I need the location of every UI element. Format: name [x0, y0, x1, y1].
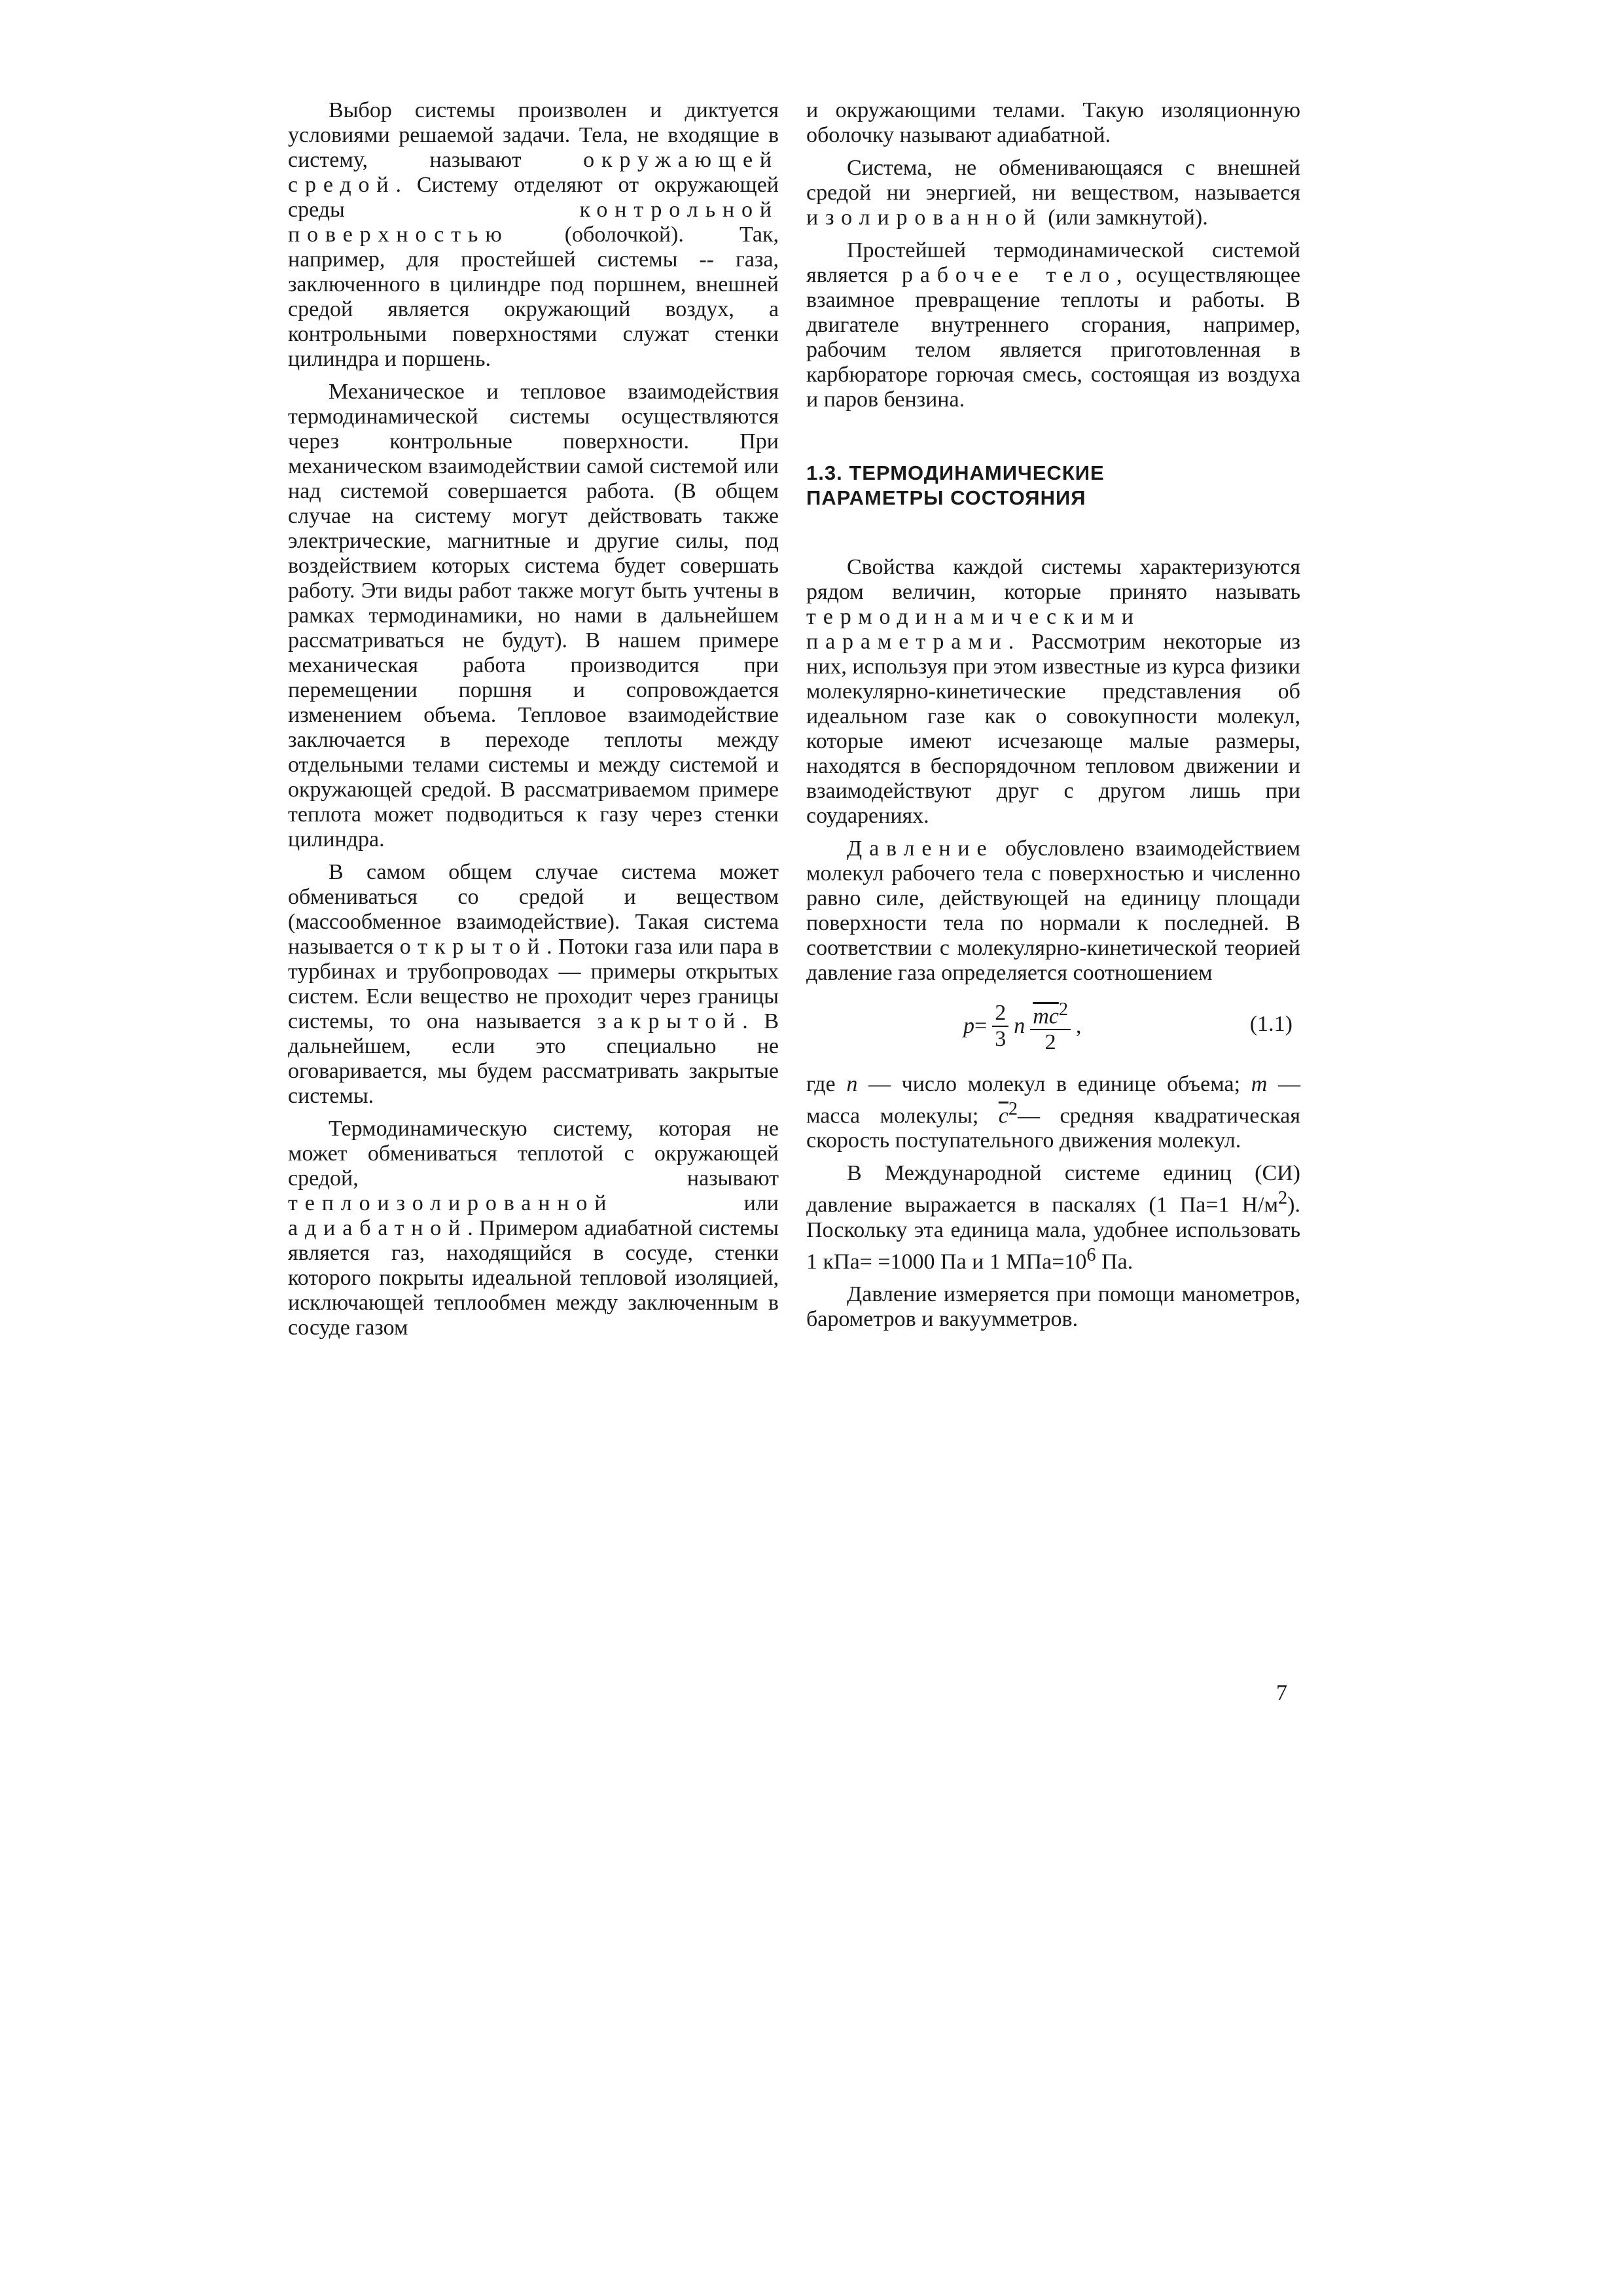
term-working-body: рабочее тело	[901, 263, 1117, 287]
formula-1-1	[806, 995, 1300, 1058]
term-environment: окружающей средой	[288, 148, 779, 197]
paragraph: Система, не обменивающаяся с внешней средой ни энергией, ни веществом, называется изолированной (или замкнутой).	[806, 156, 1300, 230]
formula-number: (1.1)	[1249, 1012, 1293, 1036]
section-heading: 1.3. ТЕРМОДИНАМИЧЕСКИЕ ПАРАМЕТРЫ СОСТОЯНИЯ	[806, 461, 1105, 509]
formula-expression: p = $\frac{2}{3}$ n $\frac{\overline{mc}^2}{2}$ ,	[963, 995, 1082, 1058]
paragraph: В Международной системе единиц (СИ) давление выражается в паскалях (1 Па=1 $Н/м^2$). Поскольку эта единица мала, удобнее использовать 1 кПа= =1000 Па и 1 $МПа=10^6$ Па.	[806, 1161, 1300, 1274]
page-number: 7	[1276, 1681, 1287, 1705]
paragraph: где n — число молекул в единице объема; m — масса молекулы; $\overline{c}^2—$ средняя квадратическая скорость поступательного движения молекул.	[806, 1072, 1300, 1153]
term-closed: закрытой	[597, 1009, 743, 1033]
term-control-surface: контрольной поверхностью	[288, 198, 779, 247]
term-open: открытой	[399, 935, 547, 959]
term-heat-insulated: теплоизолированной	[288, 1191, 614, 1215]
paragraph: Свойства каждой системы характеризуются рядом величин, которые принято называть термодинамическими параметрами. Рассмотрим некоторые из них, используя при этом известные из курса физики молекулярно-кинетические представления об идеальном газе как о совокупности молекул, которые имеют исчезающе малые размеры, находятся в беспорядочном тепловом движении и взаимодействуют друг с другом лишь при соударениях.	[806, 555, 1300, 828]
paragraph: Давление обусловлено взаимодействием молекул рабочего тела с поверхностью и численно равно силе, действующей на единицу площади поверхности тела по нормали к последней. В соответствии с молекулярно-кинетической теорией давление газа определяется соотношением	[806, 836, 1300, 985]
term-adiabatic: адиабатной	[288, 1216, 468, 1240]
paragraph: Давление измеряется при помощи манометров, барометров и вакуумметров.	[806, 1282, 1300, 1331]
right-column	[806, 98, 1300, 1340]
term-thermodynamic-parameters: термодинамическими параметрами	[806, 605, 1141, 654]
paragraph: Простейшей термодинамической системой является рабочее тело, осуществляющее взаимное превращение теплоты и работы. В двигателе внутреннего сгорания, например, рабочим телом является приготовленная в карбюраторе горючая смесь, состоящая из воздуха и паров бензина.	[806, 238, 1300, 412]
paragraph: Выбор системы произволен и диктуется условиями решаемой задачи. Тела, не входящие в систему, называют окружающей средой. Систему отделяют от окружающей среды контрольной поверхностью (оболочкой). Так, например, для простейшей системы -- газа, заключенного в цилиндре под поршнем, внешней средой является окружающий воздух, а контрольными поверхностями служат стенки цилиндра и поршень.	[288, 98, 779, 371]
fraction-mc2: $\frac{\overline{mc}^2}{2}$	[1030, 997, 1071, 1055]
paragraph: Термодинамическую систему, которая не может обмениваться теплотой с окружающей средой, называют теплоизолированной или адиабатной. Примером адиабатной системы является газ, находящийся в сосуде, стенки которого покрыты идеальной тепловой изоляцией, исключающей теплообмен между заключенным в сосуде газом	[288, 1117, 779, 1340]
paragraph: Механическое и тепловое взаимодействия термодинамической системы осуществляются через контрольные поверхности. При механическом взаимодействии самой системой или над системой совершается работа. (В общем случае на систему могут действовать также электрические, магнитные и другие силы, под воздействием которых система будет совершать работу. Эти виды работ также могут быть учтены в рамках термодинамики, но нами в дальнейшем рассматриваться не будут). В нашем примере механическая работа производится при перемещении поршня и сопровождается изменением объема. Тепловое взаимодействие заключается в переходе теплоты между отдельными телами системы и между системой и окружающей средой. В рассматриваемом примере теплота может подводиться к газу через стенки цилиндра.	[288, 380, 779, 852]
left-column	[288, 98, 779, 1348]
paragraph: и окружающими телами. Такую изоляционную оболочку называют адиабатной.	[806, 98, 1300, 147]
fraction-two-thirds: $\frac{2}{3}$	[992, 1001, 1008, 1052]
paragraph: В самом общем случае система может обмениваться со средой и веществом (массообменное взаимодействие). Такая система называется открытой. Потоки газа или пара в турбинах и трубопроводах — примеры открытых систем. Если вещество не проходит через границы системы, то она называется закрытой. В дальнейшем, если это специально не оговаривается, мы будем рассматривать закрытые системы.	[288, 860, 779, 1108]
term-isolated: изолированной	[806, 206, 1043, 230]
term-pressure: Давление	[847, 836, 994, 861]
